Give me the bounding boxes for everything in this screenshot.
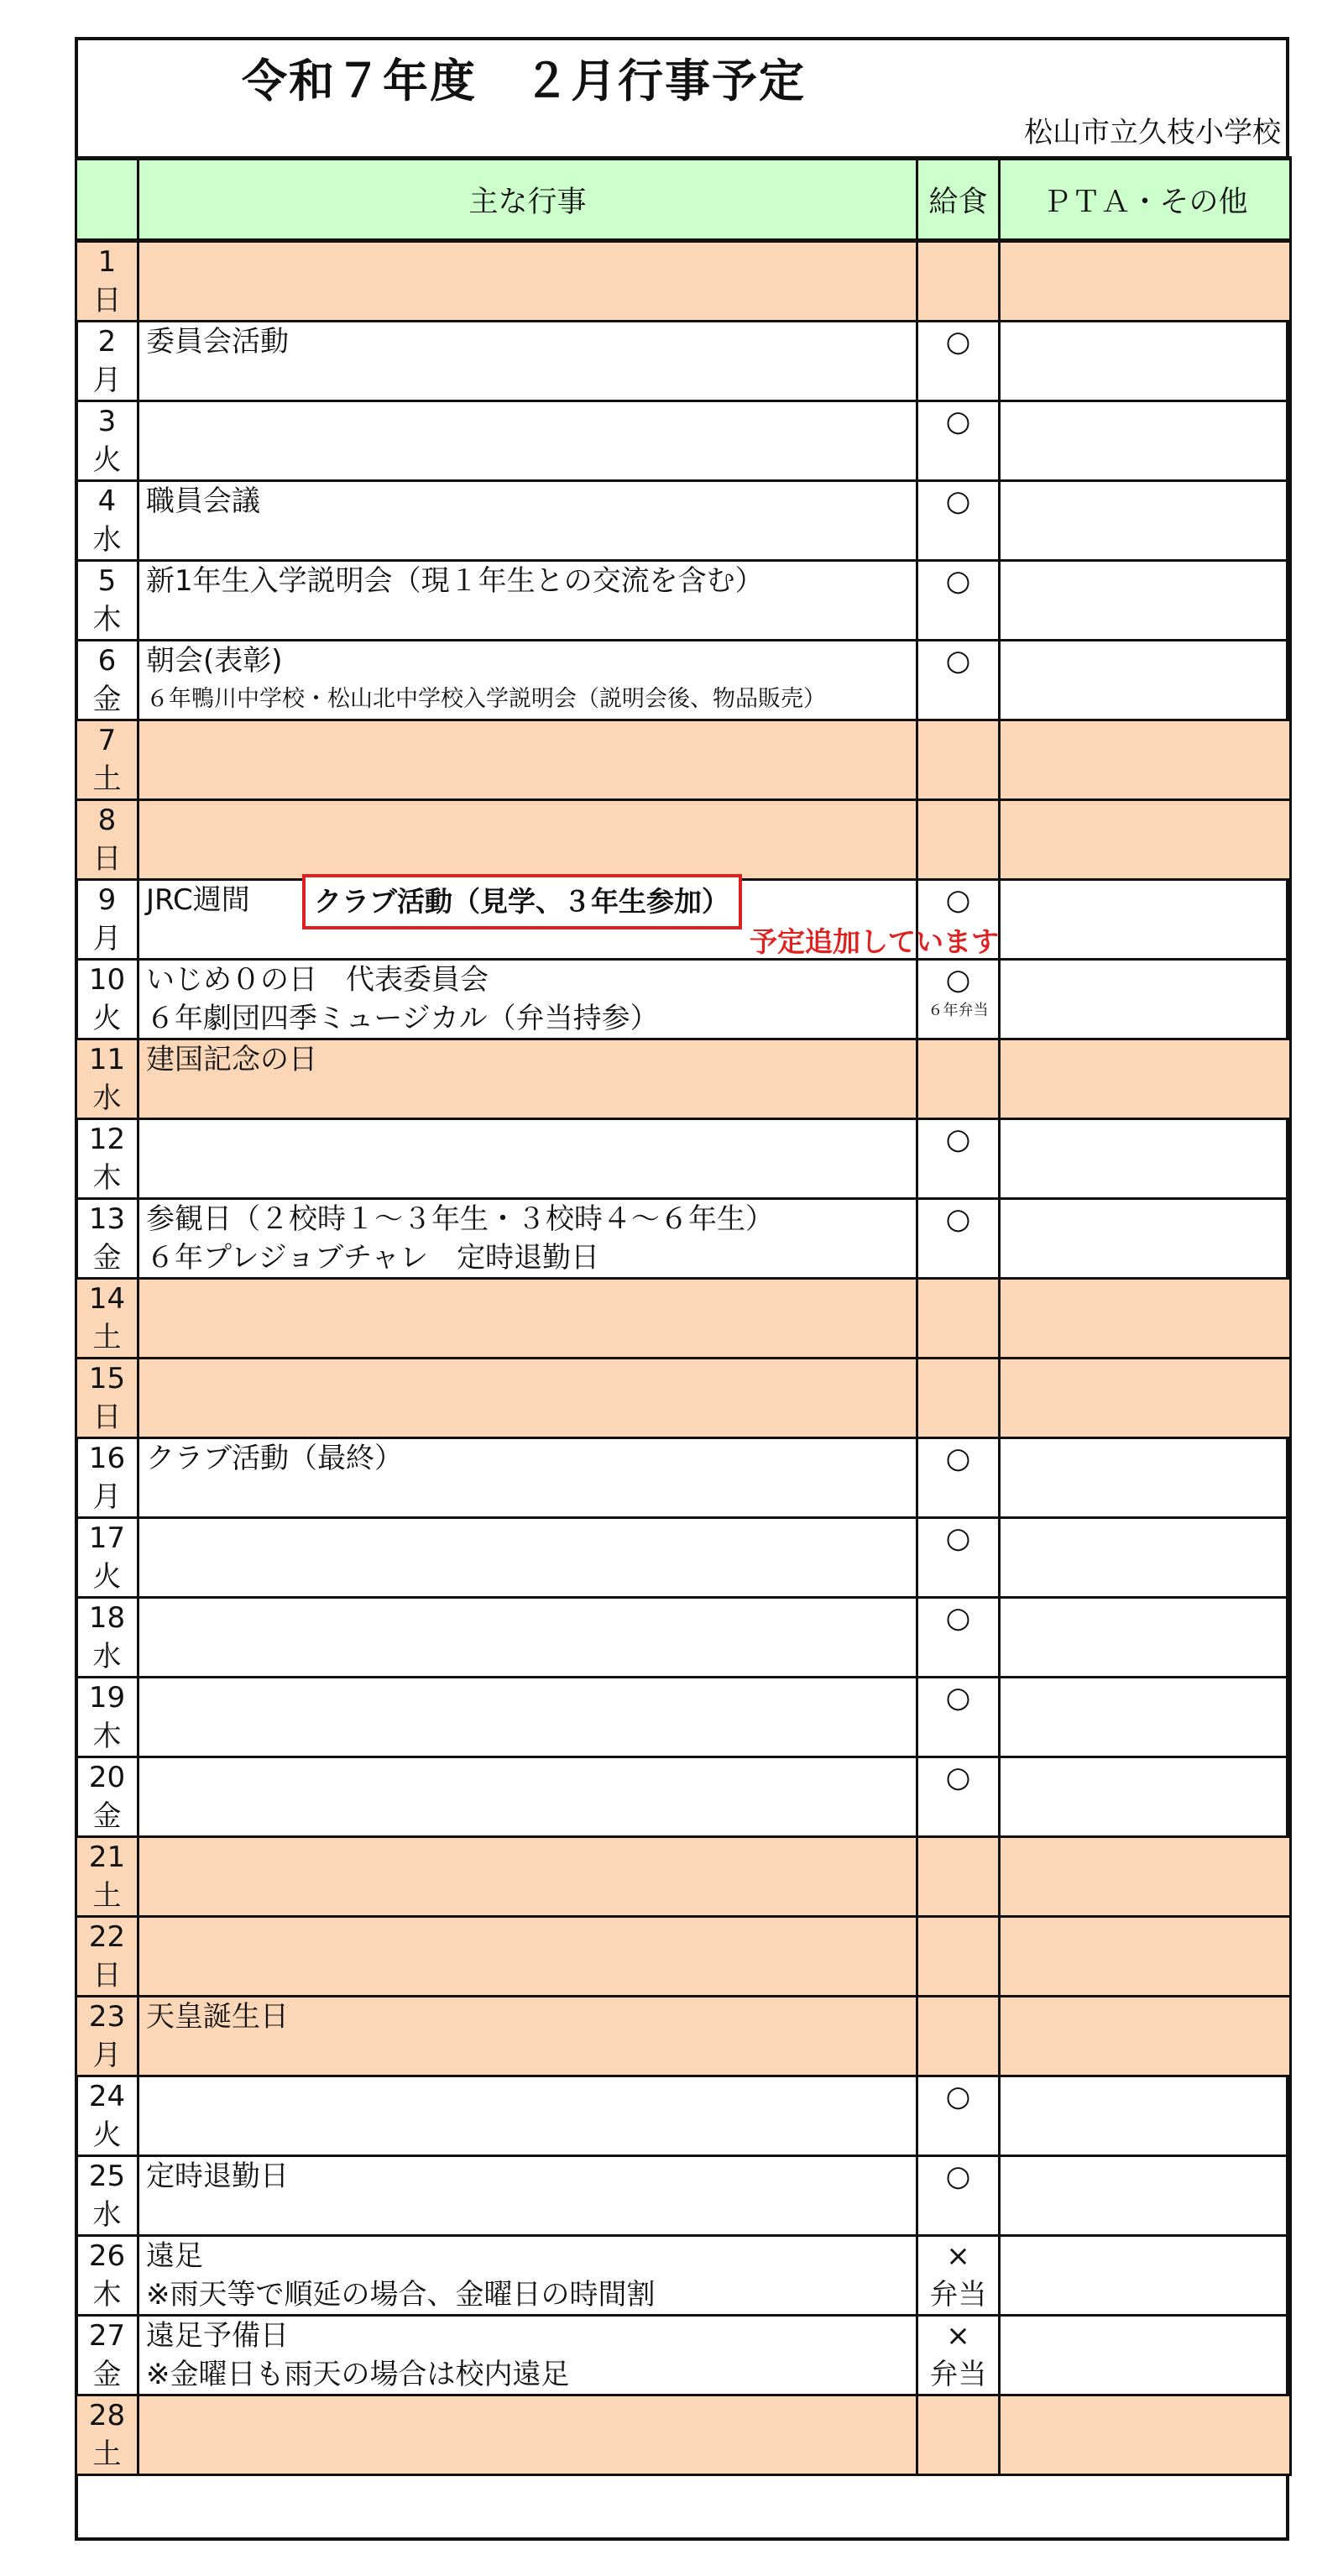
lunch-mark: ○ <box>945 1601 971 1635</box>
weekday: 日 <box>92 1959 122 1992</box>
pta-cell <box>1000 1279 1291 1359</box>
lunch-cell <box>917 1518 1000 1598</box>
pta-cell <box>1000 641 1291 720</box>
lunch-mark: ○ <box>945 1521 971 1555</box>
lunch-cell <box>917 720 1000 800</box>
event-line-1: 朝会(表彰) <box>146 644 283 678</box>
date-cell <box>76 1039 138 1119</box>
date-cell <box>76 960 138 1039</box>
day-number: 17 <box>88 1521 126 1555</box>
day-number: 27 <box>88 2319 126 2353</box>
weekday: 火 <box>92 2118 122 2152</box>
day-number: 14 <box>88 1282 126 1316</box>
table-row <box>76 322 1291 401</box>
events-cell <box>138 401 917 481</box>
pta-cell <box>1000 1757 1291 1837</box>
date-cell <box>76 2156 138 2236</box>
lunch-mark: × <box>946 2239 970 2273</box>
day-number: 22 <box>88 1920 126 1954</box>
schedule-sheet <box>75 37 1289 2541</box>
weekday: 月 <box>92 364 122 397</box>
weekday: 火 <box>92 1560 122 1594</box>
events-cell <box>138 800 917 880</box>
page-title: 令和７年度 ２月行事予定 <box>242 55 806 107</box>
day-number: 15 <box>88 1362 126 1395</box>
day-number: 7 <box>97 724 117 757</box>
event-line-1: いじめ０の日 代表委員会 <box>146 963 489 997</box>
lunch-cell <box>917 1039 1000 1119</box>
lunch-cell <box>917 1917 1000 1997</box>
date-cell <box>76 1438 138 1518</box>
day-number: 28 <box>88 2399 126 2432</box>
lunch-cell <box>917 322 1000 401</box>
lunch-cell <box>917 1119 1000 1199</box>
date-cell <box>76 561 138 641</box>
table-row <box>76 800 1291 880</box>
pta-cell <box>1000 2395 1291 2475</box>
weekday: 水 <box>92 523 122 557</box>
event-line-1: 遠足予備日 <box>146 2319 289 2353</box>
weekday: 土 <box>92 1879 122 1913</box>
lunch-cell <box>917 2316 1000 2395</box>
schedule-table <box>75 156 1292 2476</box>
date-cell <box>76 1757 138 1837</box>
date-cell <box>76 401 138 481</box>
day-number: 8 <box>97 804 117 837</box>
date-cell <box>76 1199 138 1279</box>
event-line-1: クラブ活動（最終） <box>146 1442 403 1475</box>
pta-cell <box>1000 1039 1291 1119</box>
date-cell <box>76 880 138 960</box>
day-number: 4 <box>97 484 117 518</box>
day-number: 3 <box>97 405 117 438</box>
pta-cell <box>1000 481 1291 561</box>
pta-cell <box>1000 960 1291 1039</box>
pta-cell <box>1000 322 1291 401</box>
school-name: 松山市立久枝小学校 <box>1024 116 1281 149</box>
table-row <box>76 641 1291 720</box>
pta-cell <box>1000 1119 1291 1199</box>
table-row <box>76 481 1291 561</box>
weekday: 火 <box>92 1002 122 1035</box>
events-cell <box>138 1279 917 1359</box>
date-cell <box>76 1837 138 1917</box>
weekday: 金 <box>92 683 122 716</box>
lunch-mark: ○ <box>945 564 971 598</box>
events-cell <box>138 1438 917 1518</box>
header-pta: ＰＴＡ・その他 <box>1000 159 1291 241</box>
events-cell <box>138 1199 917 1279</box>
lunch-mark: ○ <box>945 644 971 678</box>
weekday: 月 <box>92 1480 122 1514</box>
lunch-mark: ○ <box>945 325 971 359</box>
lunch-mark: ○ <box>945 883 971 917</box>
lunch-cell <box>917 1757 1000 1837</box>
lunch-cell <box>917 2156 1000 2236</box>
date-cell <box>76 241 138 322</box>
pta-cell <box>1000 880 1291 960</box>
event-line-1: 定時退勤日 <box>146 2160 289 2193</box>
pta-cell <box>1000 561 1291 641</box>
table-row <box>76 2316 1291 2395</box>
table-row <box>76 880 1291 960</box>
event-line-1: 新1年生入学説明会（現１年生との交流を含む） <box>146 564 764 598</box>
weekday: 日 <box>92 842 122 876</box>
events-cell <box>138 2395 917 2475</box>
lunch-note: 弁当 <box>929 2358 987 2391</box>
weekday: 金 <box>92 1799 122 1833</box>
lunch-cell <box>917 481 1000 561</box>
pta-cell <box>1000 1438 1291 1518</box>
date-cell <box>76 1917 138 1997</box>
events-cell <box>138 880 999 960</box>
events-cell <box>138 1039 917 1119</box>
events-cell <box>138 720 917 800</box>
header-row <box>76 159 1291 241</box>
weekday: 月 <box>92 922 122 956</box>
date-cell <box>76 2395 138 2475</box>
events-cell <box>138 641 917 720</box>
events-cell <box>138 322 917 401</box>
day-number: 19 <box>88 1681 126 1715</box>
table-row <box>76 1039 1291 1119</box>
day-number: 9 <box>97 883 117 917</box>
lunch-cell <box>917 1438 1000 1518</box>
weekday: 火 <box>92 443 122 477</box>
lunch-mark: ○ <box>945 1123 971 1156</box>
day-number: 24 <box>88 2080 126 2113</box>
day-number: 10 <box>88 963 126 997</box>
pta-cell <box>1000 2076 1291 2156</box>
table-row <box>76 720 1291 800</box>
date-cell <box>76 481 138 561</box>
lunch-cell <box>917 241 1000 322</box>
weekday: 水 <box>92 2198 122 2232</box>
weekday: 土 <box>92 2437 122 2471</box>
header-date <box>76 159 138 241</box>
day-number: 12 <box>88 1123 126 1156</box>
weekday: 木 <box>92 1720 122 1753</box>
added-note: 予定追加しています <box>750 925 999 958</box>
lunch-mark: ○ <box>945 1442 971 1475</box>
added-event-box: クラブ活動（見学、３年生参加） <box>302 874 742 929</box>
pta-cell <box>1000 1837 1291 1917</box>
day-number: 6 <box>97 644 117 678</box>
events-cell <box>138 2236 917 2316</box>
lunch-mark: × <box>946 2319 970 2353</box>
day-number: 26 <box>88 2239 126 2273</box>
day-number: 1 <box>97 245 117 279</box>
events-cell <box>138 1119 917 1199</box>
table-row <box>76 1757 1291 1837</box>
events-cell <box>138 960 917 1039</box>
events-cell <box>138 1997 917 2076</box>
events-cell <box>138 1518 917 1598</box>
date-cell <box>76 1518 138 1598</box>
pta-cell <box>1000 720 1291 800</box>
table-row <box>76 1359 1291 1438</box>
event-line-1: 委員会活動 <box>146 325 289 359</box>
pta-cell <box>1000 1997 1291 2076</box>
table-row <box>76 1598 1291 1678</box>
date-cell <box>76 720 138 800</box>
pta-cell <box>1000 1917 1291 1997</box>
date-cell <box>76 800 138 880</box>
event-line-2: ６年プレジョブチャレ 定時退勤日 <box>146 1241 600 1275</box>
date-cell <box>76 2076 138 2156</box>
day-number: 25 <box>88 2160 126 2193</box>
event-line-2: ※雨天等で順延の場合、金曜日の時間割 <box>146 2278 656 2312</box>
events-cell <box>138 241 917 322</box>
date-cell <box>76 1119 138 1199</box>
event-line-1: 天皇誕生日 <box>146 2000 289 2034</box>
lunch-mark: ○ <box>945 963 971 997</box>
table-row <box>76 1199 1291 1279</box>
date-cell <box>76 322 138 401</box>
weekday: 水 <box>92 1640 122 1673</box>
table-row <box>76 401 1291 481</box>
event-line-1: JRC週間 <box>146 883 250 917</box>
events-cell <box>138 1359 917 1438</box>
pta-cell <box>1000 2316 1291 2395</box>
weekday: 木 <box>92 2278 122 2312</box>
date-cell <box>76 1678 138 1757</box>
lunch-cell <box>917 1359 1000 1438</box>
events-cell <box>138 1678 917 1757</box>
day-number: 2 <box>97 325 117 359</box>
lunch-cell <box>917 2395 1000 2475</box>
events-cell <box>138 2076 917 2156</box>
lunch-note: 弁当 <box>929 2278 987 2312</box>
weekday: 日 <box>92 1401 122 1434</box>
lunch-mark: ○ <box>945 2160 971 2193</box>
pta-cell <box>1000 2236 1291 2316</box>
event-line-1: 参観日（２校時１～３年生・３校時４～６年生） <box>146 1202 774 1236</box>
lunch-cell <box>917 2236 1000 2316</box>
table-row <box>76 1917 1291 1997</box>
weekday: 金 <box>92 1241 122 1275</box>
weekday: 金 <box>92 2358 122 2391</box>
header-events: 主な行事 <box>138 159 917 241</box>
day-number: 5 <box>97 564 117 598</box>
lunch-cell <box>917 1837 1000 1917</box>
day-number: 23 <box>88 2000 126 2034</box>
weekday: 木 <box>92 1161 122 1195</box>
lunch-mark: ○ <box>945 405 971 438</box>
lunch-cell <box>917 1199 1000 1279</box>
event-line-1: 遠足 <box>146 2239 203 2273</box>
events-cell <box>138 2156 917 2236</box>
date-cell <box>76 1997 138 2076</box>
weekday: 土 <box>92 1321 122 1354</box>
pta-cell <box>1000 1199 1291 1279</box>
table-row <box>76 1438 1291 1518</box>
pta-cell <box>1000 1518 1291 1598</box>
lunch-cell <box>917 2076 1000 2156</box>
pta-cell <box>1000 2156 1291 2236</box>
table-row <box>76 1678 1291 1757</box>
day-number: 11 <box>88 1043 126 1076</box>
table-row <box>76 1279 1291 1359</box>
lunch-cell <box>917 561 1000 641</box>
events-cell <box>138 1757 917 1837</box>
weekday: 土 <box>92 762 122 796</box>
day-number: 16 <box>88 1442 126 1475</box>
events-cell <box>138 561 917 641</box>
lunch-mark: ○ <box>945 2080 971 2113</box>
lunch-cell <box>917 960 1000 1039</box>
lunch-cell <box>917 1678 1000 1757</box>
event-line-1: 建国記念の日 <box>146 1043 317 1076</box>
day-number: 13 <box>88 1202 126 1236</box>
lunch-cell <box>917 1997 1000 2076</box>
lunch-cell <box>917 800 1000 880</box>
event-line-2: ６年劇団四季ミュージカル（弁当持参） <box>146 1002 659 1035</box>
date-cell <box>76 1279 138 1359</box>
date-cell <box>76 641 138 720</box>
day-number: 21 <box>88 1840 126 1874</box>
pta-cell <box>1000 800 1291 880</box>
date-cell <box>76 2316 138 2395</box>
lunch-mark: ○ <box>945 484 971 518</box>
events-cell <box>138 2316 917 2395</box>
event-line-1: 職員会議 <box>146 484 260 518</box>
table-row <box>76 2236 1291 2316</box>
pta-cell <box>1000 401 1291 481</box>
day-number: 18 <box>88 1601 126 1635</box>
lunch-mark: ○ <box>945 1761 971 1794</box>
header-lunch: 給食 <box>917 159 1000 241</box>
lunch-note: ６年弁当 <box>928 1002 989 1019</box>
pta-cell <box>1000 1598 1291 1678</box>
lunch-cell <box>917 1598 1000 1678</box>
lunch-mark: ○ <box>945 1681 971 1715</box>
table-row <box>76 1119 1291 1199</box>
event-line-2: ６年鴨川中学校・松山北中学校入学説明会（説明会後、物品販売） <box>146 686 826 712</box>
weekday: 水 <box>92 1081 122 1115</box>
table-row <box>76 960 1291 1039</box>
pta-cell <box>1000 1678 1291 1757</box>
table-row <box>76 1997 1291 2076</box>
date-cell <box>76 2236 138 2316</box>
weekday: 木 <box>92 603 122 636</box>
table-row <box>76 241 1291 322</box>
table-row <box>76 2395 1291 2475</box>
lunch-cell <box>917 641 1000 720</box>
pta-cell <box>1000 241 1291 322</box>
lunch-cell <box>917 401 1000 481</box>
date-cell <box>76 1598 138 1678</box>
events-cell <box>138 1598 917 1678</box>
table-row <box>76 561 1291 641</box>
table-row <box>76 1518 1291 1598</box>
lunch-cell <box>917 1279 1000 1359</box>
lunch-mark: ○ <box>945 1202 971 1236</box>
table-row <box>76 2156 1291 2236</box>
date-cell <box>76 1359 138 1438</box>
events-cell <box>138 1917 917 1997</box>
event-line-2: ※金曜日も雨天の場合は校内遠足 <box>146 2358 570 2391</box>
table-row <box>76 2076 1291 2156</box>
pta-cell <box>1000 1359 1291 1438</box>
day-number: 20 <box>88 1761 126 1794</box>
events-cell <box>138 1837 917 1917</box>
weekday: 月 <box>92 2039 122 2072</box>
weekday: 日 <box>92 284 122 317</box>
table-row <box>76 1837 1291 1917</box>
events-cell <box>138 481 917 561</box>
